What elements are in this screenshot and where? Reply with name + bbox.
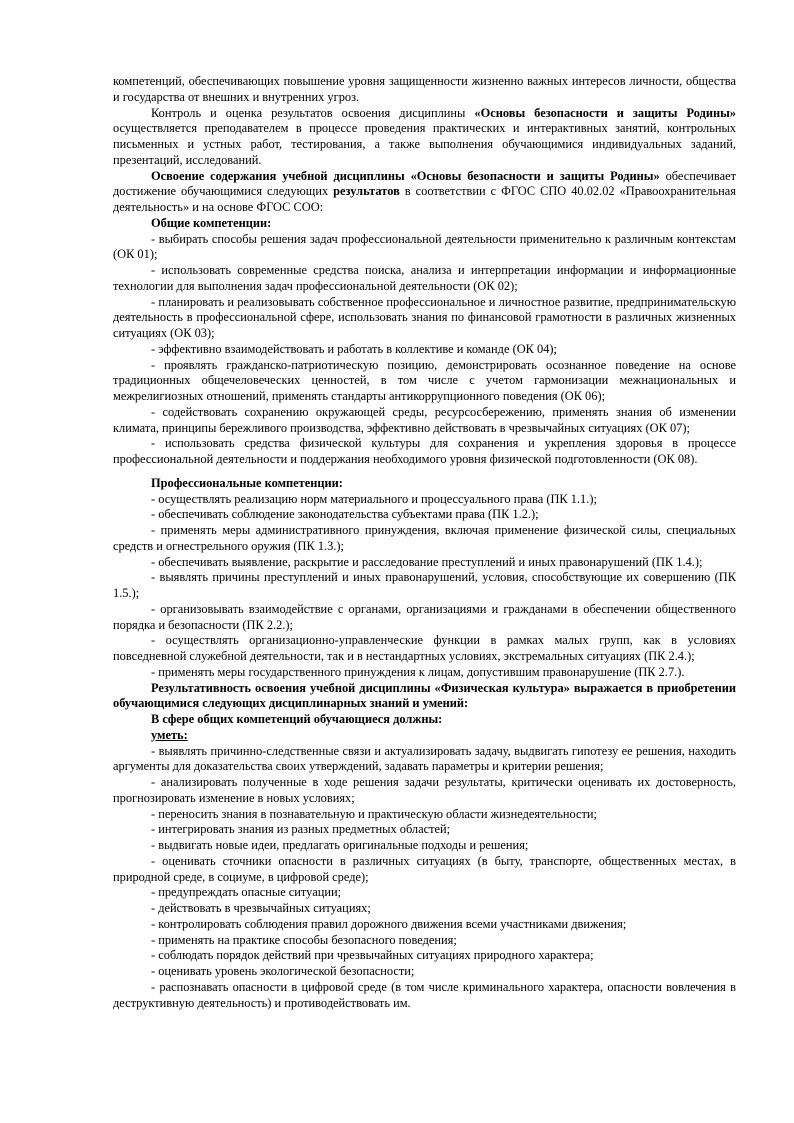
list-item: - выбирать способы решения задач профессиональной деятельности применительно к различным контекстам (ОК 01); <box>113 231 736 262</box>
sphere-heading: В сфере общих компетенций обучающиеся должны: <box>151 712 443 726</box>
intro-paragraph-1: компетенций, обеспечивающих повышение уровня защищенности жизненно важных интересов личности, общества и государства от внешних и внутренних угроз. <box>113 74 736 104</box>
list-item: - применять меры административного принуждения, включая применение физической силы, специальных средств и огнестрельного оружия (ПК 1.3.); <box>113 523 736 553</box>
list-item: - применять на практике способы безопасного поведения; <box>151 932 457 947</box>
list-item: - выявлять причины преступлений и иных правонарушений, условия, способствующие их совершению (ПК 1.5.); <box>113 570 736 600</box>
intro-p3-text-d: в соответствии с ФГОС СПО 40.02.02 «Правоохранительная деятельность» и на основе ФГОС СОО: <box>113 184 736 214</box>
list-item: - анализировать полученные в ходе решения задачи результаты, критически оценивать их достоверность, прогнозировать изменение в новых условиях; <box>113 775 736 805</box>
intro-p2-text-a: Контроль и оценка результатов освоения дисциплины <box>151 105 475 120</box>
list-item: - проявлять гражданско-патриотическую позицию, демонстрировать осознанное поведение на основе традиционных общечеловеческих ценностей, в том числе с учетом гармонизации межнациональных и межрелигиозных отношений, применять стандарты антикоррупционного поведения (ОК 06); <box>113 357 736 403</box>
results-statement: Результативность освоения учебной дисциплины «Физическая культура» выражается в приобретении обучающимися следующих дисциплинарных знаний и умений: <box>113 680 736 711</box>
list-item: - содействовать сохранению окружающей среды, ресурсосбережению, применять знания об изменении климата, принципы бережливого производства, эффективно действовать в чрезвычайных ситуациях (ОК 07); <box>113 404 736 435</box>
intro-p2-text-c: осуществляется преподавателем в процессе проведения практических и интерактивных занятий, контрольных письменных и устных работ, тестирования, а также выполнения обучающимися индивидуальных заданий, презентаций, исследований. <box>113 121 736 167</box>
list-item: - предупреждать опасные ситуации; <box>151 885 342 900</box>
document-page <box>113 74 736 1011</box>
list-item: - планировать и реализовывать собственное профессиональное и личностное развитие, предпринимательскую деятельность в профессиональной сфере, использовать знания по финансовой грамотности в различных жизненных ситуациях (ОК 03); <box>113 294 736 340</box>
list-item: - эффективно взаимодействовать и работать в коллективе и команде (ОК 04); <box>151 341 557 356</box>
intro-p2-course-title: «Основы безопасности и защиты Родины» <box>474 105 736 120</box>
list-item: - интегрировать знания из разных предметных областей; <box>151 822 451 837</box>
skills-list <box>113 744 736 1012</box>
list-item: - выдвигать новые идеи, предлагать оригинальные подходы и решения; <box>151 838 529 852</box>
list-item: - использовать средства физической культуры для сохранения и укрепления здоровья в процессе профессиональной деятельности и поддержания необходимого уровня физической подготовленности (ОК 08). <box>113 436 736 466</box>
intro-paragraph-3 <box>113 169 736 216</box>
list-item: - соблюдать порядок действий при чрезвычайных ситуациях природного характера; <box>151 948 594 963</box>
list-item: - оценивать сточники опасности в различных ситуациях (в быту, транспорте, общественных местах, в природной среде, в социуме, в цифровой среде); <box>113 853 736 884</box>
list-item: - применять меры государственного принуждения к лицам, допустившим правонарушение (ПК 2.7.). <box>151 664 685 679</box>
general-competencies-list <box>113 232 736 468</box>
list-item: - действовать в чрезвычайных ситуациях; <box>151 901 371 915</box>
list-item: - осуществлять организационно-управленческие функции в рамках малых групп, как в условиях повседневной служебной деятельности, так и в нестандартных условиях, экстремальных ситуациях (ПК 2.4.); <box>113 633 736 663</box>
list-item: - обеспечивать выявление, раскрытие и расследование преступлений и иных правонарушений (ПК 1.4.); <box>151 554 703 569</box>
list-item: - распознавать опасности в цифровой среде (в том числе криминального характера, опасности вовлечения в деструктивную деятельность) и противодействовать им. <box>113 979 736 1010</box>
intro-paragraph-2 <box>113 106 736 169</box>
professional-competencies-list <box>113 492 736 681</box>
list-item: - выявлять причинно-следственные связи и актуализировать задачу, выдвигать гипотезу ее решения, находить аргументы для доказательства своих утверждений, задавать параметры и критерии решения; <box>113 743 736 774</box>
intro-p3-bold-lead: Освоение содержания учебной дисциплины «Основы безопасности и защиты Родины» <box>151 168 660 183</box>
list-item: - обеспечивать соблюдение законодательства субъектами права (ПК 1.2.); <box>151 507 539 522</box>
skills-label: уметь: <box>151 727 188 742</box>
list-item: - переносить знания в познавательную и практическую области жизнедеятельности; <box>151 806 597 821</box>
list-item: - использовать современные средства поиска, анализа и интерпретации информации и информационные технологии для выполнения задач профессиональной деятельности (ОК 02); <box>113 263 736 293</box>
list-item: - организовывать взаимодействие с органами, организациями и гражданами в обеспечении общественного порядка и безопасности (ПК 2.2.); <box>113 601 736 632</box>
intro-p3-results-word: результатов <box>333 184 400 199</box>
list-item: - контролировать соблюдения правил дорожного движения всеми участниками движения; <box>151 916 627 931</box>
general-competencies-heading: Общие компетенции: <box>151 215 272 230</box>
list-item: - оценивать уровень экологической безопасности; <box>151 964 415 978</box>
list-item: - осуществлять реализацию норм материального и процессуального права (ПК 1.1.); <box>151 491 597 506</box>
professional-competencies-heading: Профессиональные компетенции: <box>151 475 343 490</box>
intro-p3-text-b: обеспечивает достижение обучающимися следующих <box>113 168 736 199</box>
